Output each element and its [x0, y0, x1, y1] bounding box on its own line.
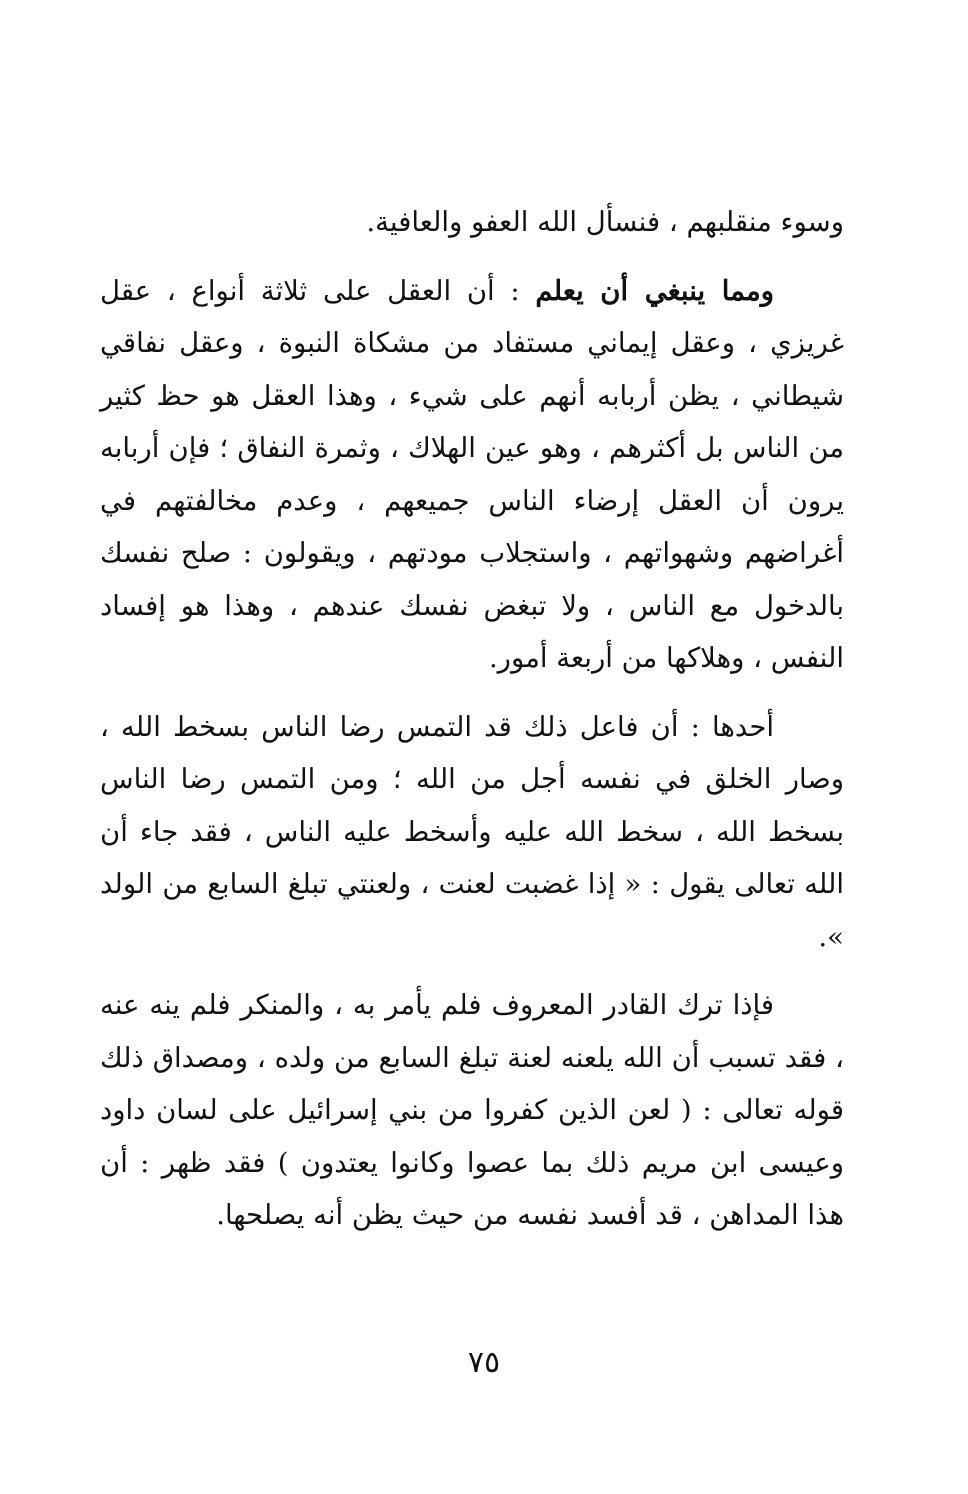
- paragraph-2: [100, 265, 844, 685]
- paragraph-gap: [100, 249, 844, 265]
- paragraph-gap: [100, 685, 844, 701]
- page-body: [100, 196, 844, 1242]
- page-number: ٧٥: [467, 1345, 501, 1380]
- paragraph-3: [100, 701, 844, 964]
- paragraph-3-text: أحدها : أن فاعل ذلك قد التمس رضا الناس بسخط الله ، وصار الخلق في نفسه أجل من الله ؛ ومن التمس رضا الناس بسخط الله ، سخط الله عليه وأسخط عليه الناس ، فقد جاء أن الله تعالى يقول : « إذا غضبت لعنت ، ولعنتي تبلغ السابع من الولد ».: [100, 710, 844, 953]
- paragraph-4: [100, 979, 844, 1242]
- paragraph-gap: [100, 963, 844, 979]
- paragraph-2-text: : أن العقل على ثلاثة أنواع ، عقل غريزي ، وعقل إيماني مستفاد من مشكاة النبوة ، وعقل نفاقي شيطاني ، يظن أربابه أنهم على شيء ، وهذا العقل هو حظ كثير من الناس بل أكثرهم ، وهو عين الهلاك ، وثمرة النفاق ؛ فإن أربابه يرون أن العقل إرضاء الناس جميعهم ، وعدم مخالفتهم في أغراضهم وشهواتهم ، واستجلاب مودتهم ، ويقولون : صلح نفسك بالدخول مع الناس ، ولا تبغض نفسك عندهم ، وهذا هو إفساد النفس ، وهلاكها من أربعة أمور.: [100, 274, 844, 674]
- paragraph-1: [100, 196, 844, 249]
- paragraph-2-lead-bold: ومما ينبغي أن يعلم: [535, 274, 774, 307]
- paragraph-1-text: وسوء منقلبهم ، فنسأل الله العفو والعافية.: [366, 206, 844, 238]
- paragraph-4-text: فإذا ترك القادر المعروف فلم يأمر به ، والمنكر فلم ينه عنه ، فقد تسبب أن الله يلعنه لعنة تبلغ السابع من ولده ، ومصداق ذلك قوله تعالى : ( لعن الذين كفروا من بني إسرائيل على لسان داود وعيسى ابن مريم ذلك بما عصوا وكانوا يعتدون ) فقد ظهر : أن هذا المداهن ، قد أفسد نفسه من حيث يظن أنه يصلحها.: [100, 989, 844, 1231]
